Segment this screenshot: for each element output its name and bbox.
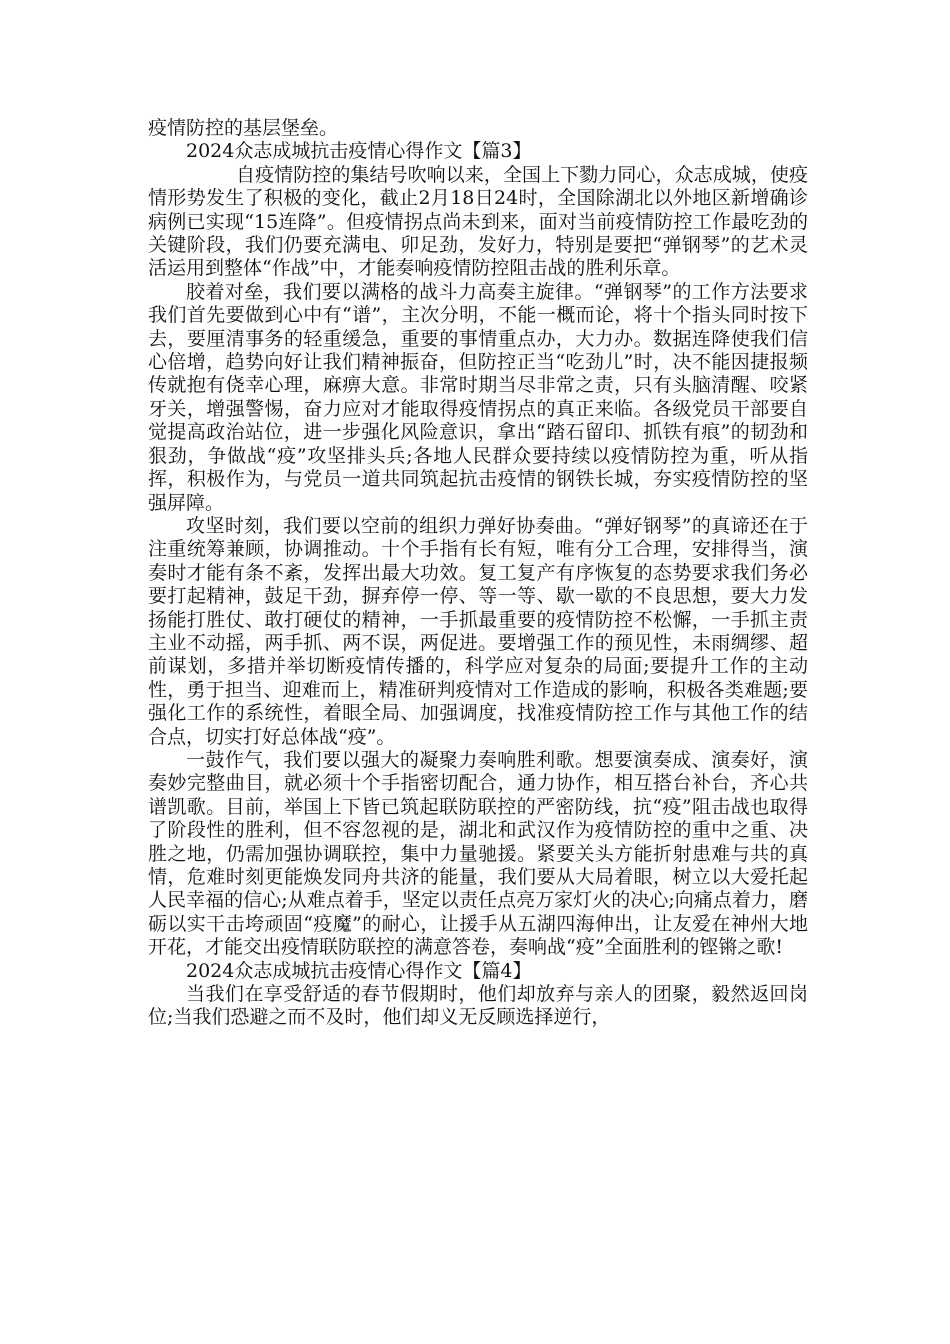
- document-page: [148, 117, 808, 1030]
- paragraph-intro: 自疫情防控的集结号吹响以来，全国上下勠力同心，众志成城，使疫情形势发生了积极的变化，截止2月18日24时，全国除湖北以外地区新增确诊病例已实现“15连降”。但疫情拐点尚未到来，面对当前疫情防控工作最吃劲的关键阶段，我们仍要充满电、卯足劲，发好力，特别是要把“弹钢琴”的艺术灵活运用到整体“作战”中，才能奏响疫情防控阻击战的胜利乐章。: [148, 163, 808, 280]
- section-heading-3: 2024众志成城抗击疫情心得作文【篇3】: [186, 140, 532, 163]
- paragraph-main-theme: 胶着对垒，我们要以满格的战斗力高奏主旋律。“弹钢琴”的工作方法要求我们首先要做到心中有“谱”，主次分明，不能一概而论，将十个指头同时按下去，要厘清事务的轻重缓急，重要的事情重点办，大力办。数据连降使我们信心倍增，趋势向好让我们精神振奋，但防控正当“吃劲儿”时，决不能因捷报频传就抱有侥幸心理，麻痹大意。非常时期当尽非常之责，只有头脑清醒、咬紧牙关，增强警惕，奋力应对才能取得疫情拐点的真正来临。各级党员干部要自觉提高政治站位，进一步强化风险意识，拿出“踏石留印、抓铁有痕”的韧劲和狠劲，争做战“疫”攻坚排头兵;各地人民群众要持续以疫情防控为重，听从指挥，积极作为，与党员一道共同筑起抗击疫情的钢铁长城，夯实疫情防控的坚强屏障。: [148, 280, 808, 514]
- paragraph-victory-song: 一鼓作气，我们要以强大的凝聚力奏响胜利歌。想要演奏成、演奏好，演奏妙完整曲目，就必须十个手指密切配合，通力协作，相互搭台补台，齐心共谱凯歌。目前，举国上下皆已筑起联防联控的严密防线，抗“疫”阻击战也取得了阶段性的胜利，但不容忽视的是，湖北和武汉作为疫情防控的重中之重、决胜之地，仍需加强协调联控，集中力量驰援。紧要关头方能折射患难与共的真情，危难时刻更能焕发同舟共济的能量，我们要从大局着眼，树立以大爱托起人民幸福的信心;从难点着手，坚定以责任点亮万家灯火的决心;向痛点着力，磨砺以实干击垮顽固“疫魔”的耐心，让援手从五湖四海伸出，让友爱在神州大地开花，才能交出疫情联防联控的满意答卷，奏响战“疫”全面胜利的铿锵之歌!: [148, 748, 808, 959]
- paragraph-continuation: 疫情防控的基层堡垒。: [148, 117, 339, 139]
- section-heading-4: 2024众志成城抗击疫情心得作文【篇4】: [186, 959, 532, 982]
- paragraph-concerto: 攻坚时刻，我们要以空前的组织力弹好协奏曲。“弹好钢琴”的真谛还在于注重统筹兼顾，协调推动。十个手指有长有短，唯有分工合理，安排得当，演奏时才能有条不紊，发挥出最大功效。复工复产有序恢复的态势要求我们务必要打起精神，鼓足干劲，摒弃停一停、等一等、歇一歇的不良思想，要大力发扬能打胜仗、敢打硬仗的精神，一手抓最重要的疫情防控不松懈，一手抓主责主业不动摇，两手抓、两不误，两促进。要增强工作的预见性，未雨绸缪、超前谋划，多措并举切断疫情传播的，科学应对复杂的局面;要提升工作的主动性，勇于担当、迎难而上，精准研判疫情对工作造成的影响，积极各类难题;要强化工作的系统性，着眼全局、加强调度，找准疫情防控工作与其他工作的结合点，切实打好总体战“疫”。: [148, 514, 808, 748]
- paragraph-section-4: 当我们在享受舒适的春节假期时，他们却放弃与亲人的团聚，毅然返回岗位;当我们恐避之而不及时，他们却义无反顾选择逆行，: [148, 983, 808, 1029]
